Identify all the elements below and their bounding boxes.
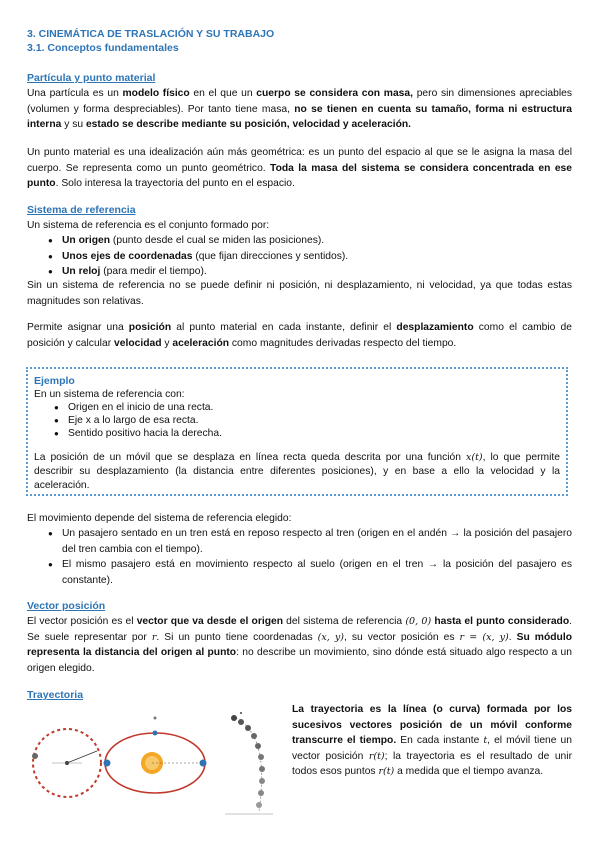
example-intro: En un sistema de referencia con: [34,389,185,400]
list-item: ● Un pasajero sentado en un tren está en reposo respecto al tren (origen en el andén → la posición del pasajero del tren cambia con el tiempo). [27,526,572,557]
example-list [34,401,560,440]
chapter-heading: 3. CINEMÁTICA DE TRASLACIÓN Y SU TRABAJO [27,28,275,40]
ellipse-orbit-figure [104,717,207,794]
movimiento-list [27,526,572,588]
movimiento-intro: El movimiento depende del sistema de referencia elegido: [27,513,292,524]
projectile-trail-figure [225,712,273,814]
section-heading: 3.1. Conceptos fundamentales [27,42,179,54]
trayectoria-title: Trayectoria [27,689,84,701]
list-item: ● Origen en el inicio de una recta. [34,401,560,414]
example-paragraph: La posición de un móvil que se desplaza en línea recta queda descrita por una función x(t), lo que permite describir su desplazamiento (la distancia entre diferentes posiciones), y en base a ello la velocidad y la aceleración. [34,452,560,491]
circle-orbit-figure [32,729,101,797]
particula-paragraph-2: Un punto material es una idealización aún más geométrica: es un punto del espacio al que se le asigna la masa del cuerpo. Se representa como un punto geométrico. Toda la masa del sistema se considera concentrada en ese punto. Solo interesa la trayectoria del punto en el espacio. [27,147,572,189]
list-item: ● Sentido positivo hacia la derecha. [34,427,560,440]
example-box [26,367,568,496]
vector-paragraph: El vector posición es el vector que va desde el origen del sistema de referencia (0, 0) hasta el punto considerado. Se suele representar por r. Si un punto tiene coordenadas (x, y), su vector posición es r = (x, y). Su módulo representa la distancia del origen al punto: no describe un movimiento, sino dónde está situado algo respecto a un origen elegido. [27,616,573,674]
particula-paragraph-1: Una partícula es un modelo físico en el que un cuerpo se considera con masa, pero sin dimensiones apreciables (volumen y forma despreciables). Por tanto tiene masa, no se tienen en cuenta su tamaño, forma ni estructura interna y su estado se describe mediante su posición, velocidad y aceleración. [27,88,573,130]
trajectory-illustration [27,706,285,826]
sistema-title: Sistema de referencia [27,204,136,216]
sistema-paragraph: Sin un sistema de referencia no se puede definir ni posición, ni desplazamiento, ni velocidad, ya que todas estas magnitudes son relativas. [27,280,572,307]
list-item: ● Eje x a lo largo de esa recta. [34,414,560,427]
list-item: ● Un reloj (para medir el tiempo). [27,264,572,280]
list-item: ● Un origen (punto desde el cual se miden las posiciones). [27,233,572,249]
vector-title: Vector posición [27,600,106,612]
trayectoria-paragraph: La trayectoria es la línea (o curva) formada por los sucesivos vectores posición de un móvil conforme transcurre el tiempo. En cada instante t, el móvil tiene un vector posición r(t); la trayectoria es el resultado de unir todos esos puntos r(t) a medida que el tiempo avanza. [292,704,573,777]
particula-title: Partícula y punto material [27,72,156,84]
list-item: ● Unos ejes de coordenadas (que fijan direcciones y sentidos). [27,249,572,265]
sistema-intro: Un sistema de referencia es el conjunto formado por: [27,220,270,231]
sistema-list [27,233,572,280]
sistema-permite-paragraph: Permite asignar una posición al punto material en cada instante, definir el desplazamiento como el cambio de posición y calcular velocidad y aceleración como magnitudes derivadas respecto del tiempo. [27,322,572,349]
list-item: ● El mismo pasajero está en movimiento respecto al suelo (origen en el tren → la posición del pasajero es constante). [27,557,572,588]
example-title: Ejemplo [34,375,75,387]
